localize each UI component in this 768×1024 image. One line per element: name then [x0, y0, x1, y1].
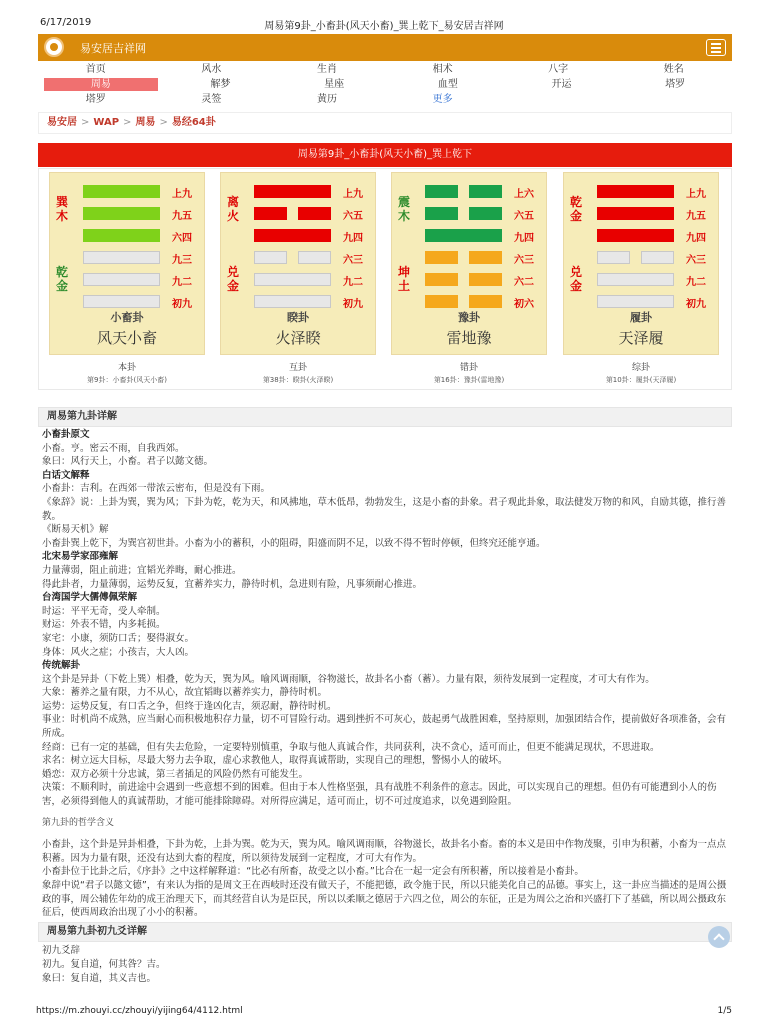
- yin-line-left: [254, 251, 287, 264]
- upper-trigram: 离火: [227, 195, 240, 223]
- content-paragraph: 小畜卦：吉利。在西郊一带浓云密布，但是没有下雨。: [42, 483, 271, 495]
- yao-label: 初九: [172, 299, 192, 310]
- nav-item[interactable]: 生肖: [316, 64, 337, 75]
- content-paragraph: 求名：树立远大目标，尽最大努力去争取，虚心求教他人，取得真诚帮助，实现自己的理想，警惕小人的破坏。: [42, 755, 508, 767]
- content-paragraph: 得此卦者，力量薄弱，运势反复，宜蓄养实力，静待时机，急进则有险，凡事须耐心推进。: [42, 578, 423, 590]
- print-date: 6/17/2019: [40, 17, 92, 28]
- nav-row: [38, 92, 732, 107]
- nav-item[interactable]: 姓名: [663, 64, 684, 75]
- upper-trigram: 巽木: [56, 195, 69, 223]
- content-paragraph: 象曰：风行天上，小畜。君子以懿文德。: [42, 456, 214, 468]
- content-paragraph: 小畜卦位于比卦之后，《序卦》之中这样解释道：“比必有所畜，故受之以小畜。”比合在一起一定会有所积蓄，所以接着是小畜卦。: [42, 866, 584, 878]
- content-paragraph: 象曰：复自道，其义吉也。: [42, 973, 157, 984]
- nav-item[interactable]: 更多: [432, 94, 453, 105]
- yao-label: 六五: [514, 211, 534, 222]
- nav-item[interactable]: 周易: [44, 78, 158, 91]
- hexagram-name: 风天小畜: [96, 329, 157, 347]
- site-topbar: [38, 34, 732, 61]
- yao-label: 九三: [172, 255, 192, 266]
- lower-trigram: 坤土: [398, 265, 411, 293]
- breadcrumb-link[interactable]: 周易: [135, 117, 156, 128]
- content-paragraph: 财运：外表不错，内多耗损。: [42, 619, 166, 631]
- yao-label: 上九: [343, 189, 363, 200]
- card-caption: 综卦: [631, 363, 650, 373]
- lower-trigram: 兑金: [570, 265, 583, 293]
- nav-item[interactable]: 黄历: [316, 94, 337, 105]
- yang-line: [425, 229, 502, 242]
- breadcrumb-separator: >: [159, 117, 168, 128]
- yang-line: [597, 273, 674, 286]
- content-paragraph: 决策：不顺利时，前进途中会遇到一些意想不到的困难。但由于本人性格坚强，具有战胜不利条件的意志。因此，可以实现自己的理想。但仍有可能遭到小人的伤害，必须得到他人的真诚帮助，才能可能排除障碍。对所得应满足，适可而止，切不可过度追求，以免遇到险阻。: [42, 782, 717, 808]
- yao-label: 初九: [343, 299, 363, 310]
- upper-trigram: 乾金: [570, 195, 583, 223]
- yang-line: [597, 229, 674, 242]
- yao-label: 六二: [514, 277, 534, 288]
- yin-line-left: [597, 251, 630, 264]
- yin-line-left: [425, 185, 458, 198]
- breadcrumb-link[interactable]: WAP: [93, 117, 120, 128]
- main-nav: [38, 62, 732, 107]
- yang-line: [83, 185, 160, 198]
- yang-line: [597, 295, 674, 308]
- yang-line: [83, 273, 160, 286]
- content-paragraph: 这个卦是异卦（下乾上巽）相叠，乾为天，巽为风。喻风调雨顺，谷物滋长，故卦名小畜（蓄）。力量有限，须待发展到一定程度，才可大有作为。: [42, 673, 655, 685]
- hexagram-name: 火泽睽: [275, 329, 321, 347]
- yang-line: [597, 185, 674, 198]
- content-paragraph: 家宅：小康，须防口舌；娶得淑女。: [42, 632, 195, 644]
- print-title: 周易第9卦_小畜卦(风天小畜)_巽上乾下_易安居吉祥网: [264, 21, 504, 32]
- yao-label: 初九: [686, 299, 706, 310]
- nav-item[interactable]: 相术: [432, 64, 453, 75]
- card-caption: 错卦: [459, 363, 478, 373]
- yin-line-left: [425, 295, 458, 308]
- content-paragraph: 《断易天机》解: [42, 524, 109, 536]
- card-subcaption[interactable]: 第10卦：履卦(天泽履): [605, 376, 677, 384]
- breadcrumb-separator: >: [123, 117, 132, 128]
- nav-item[interactable]: 血型: [437, 79, 458, 90]
- breadcrumb: [38, 112, 732, 134]
- yao-label: 九五: [686, 211, 706, 222]
- yao-label: 九四: [514, 233, 534, 244]
- content-heading: 北宋易学家邵雍解: [42, 551, 119, 563]
- section-header-detail: 周易第九卦详解: [38, 407, 732, 427]
- hexagram-name: 天泽履: [618, 329, 664, 347]
- site-logo-icon[interactable]: [44, 37, 64, 57]
- yang-line: [254, 295, 331, 308]
- hexagram-short-name: 睽卦: [287, 311, 309, 324]
- content-heading: 白话文解释: [42, 469, 90, 481]
- yin-line-left: [425, 207, 458, 220]
- hexagram-short-name: 小畜卦: [110, 311, 144, 324]
- lower-trigram: 兑金: [227, 265, 240, 293]
- nav-item[interactable]: 八字: [548, 64, 569, 75]
- yao-label: 九四: [686, 233, 706, 244]
- hexagram-card[interactable]: [563, 172, 719, 355]
- hexagram-cards: [38, 168, 732, 390]
- yao-label: 九五: [172, 211, 192, 222]
- yang-line: [83, 295, 160, 308]
- upper-trigram: 震木: [398, 195, 411, 223]
- content-paragraph: 小畜。亨。密云不雨，自我西郊。: [42, 442, 185, 454]
- content-paragraph: 《象辞》说：上卦为巽，巽为风；下卦为乾，乾为天，和风拂地，草木低昂，勃勃发生，这是小畜的卦象。君子观此卦象，取法健发万物的和风，自励其德，推行善教。: [42, 496, 727, 522]
- yin-line-right: [469, 273, 502, 286]
- nav-item[interactable]: 灵签: [201, 94, 222, 105]
- yin-line-right: [298, 207, 331, 220]
- content-paragraph: 力量薄弱，阻止前进；宜韬光养晦，耐心推进。: [42, 564, 242, 576]
- yin-line-right: [469, 295, 502, 308]
- breadcrumb-link[interactable]: 易经64卦: [171, 117, 216, 128]
- yang-line: [83, 207, 160, 220]
- content-paragraph: 大象：蓄养之量有限，力不从心，故宜韬晦以蓄养实力，静待时机。: [42, 687, 328, 699]
- content-paragraph: 事业：时机尚不成熟，应当耐心而积极地积存力量，切不可冒险行动。遇到挫折不可灰心，鼓起勇气战胜困难，坚持原则，加强团结合作，提前做好各项准备，会有所成。: [42, 714, 727, 740]
- yao-label: 初六: [514, 299, 534, 310]
- yao-label: 六三: [686, 255, 706, 266]
- yin-line-left: [425, 273, 458, 286]
- yao-label: 上九: [686, 189, 706, 200]
- nav-item[interactable]: 塔罗: [665, 79, 686, 90]
- yang-line: [83, 229, 160, 242]
- yao-label: 九四: [343, 233, 363, 244]
- content-heading: 传统解卦: [42, 660, 81, 672]
- content-paragraph: 小畜卦，这个卦是异卦相叠，下卦为乾，上卦为巽。乾为天，巽为风。喻风调雨顺，谷物滋长，故卦名小畜。畜的本义是田中作物茂聚，引申为积蓄，小畜为一点点积蓄。因为力量有限，还没有达到大畜的程度，所以须待发展到一定程度，才可大有作为。: [42, 839, 727, 864]
- card-caption: 本卦: [117, 363, 136, 373]
- nav-row: [38, 77, 732, 92]
- content-spacer: [42, 830, 728, 838]
- yang-line: [254, 229, 331, 242]
- nav-row: [38, 62, 732, 77]
- yin-line-right: [641, 251, 674, 264]
- card-subcaption[interactable]: 第16卦：豫卦(雷地豫): [433, 376, 505, 384]
- print-url: https://m.zhouyi.cc/zhouyi/yijing64/4112.html: [36, 1006, 243, 1016]
- yao-label: 九二: [172, 277, 192, 288]
- card-subcaption[interactable]: 第9卦：小畜卦(风天小畜): [87, 376, 167, 384]
- yao-label: 九二: [343, 277, 363, 288]
- content-heading: 台湾国学大儒傅佩荣解: [42, 592, 138, 604]
- nav-item[interactable]: 首页: [85, 64, 106, 75]
- yao-label: 上九: [172, 189, 192, 200]
- yin-line-right: [469, 251, 502, 264]
- section-header-line1: 周易第九卦初九爻详解: [38, 922, 732, 942]
- yang-line: [597, 207, 674, 220]
- yin-line-right: [298, 251, 331, 264]
- yin-line-right: [469, 185, 502, 198]
- hexagram-card[interactable]: [49, 172, 205, 355]
- nav-item[interactable]: 星座: [324, 79, 345, 90]
- yao-label: 六五: [343, 211, 363, 222]
- content-paragraph: 运势：运势反复，有口舌之争，但终于逢凶化吉，须忍耐，静待时机。: [42, 700, 337, 712]
- menu-icon[interactable]: [706, 39, 726, 56]
- content-subheading: 第九卦的哲学含义: [42, 817, 115, 828]
- content-heading: 初九爻辞: [42, 945, 81, 956]
- site-name[interactable]: 易安居吉祥网: [80, 42, 146, 55]
- nav-item[interactable]: 风水: [201, 64, 222, 75]
- yao-label: 上六: [514, 189, 534, 200]
- yao-label: 六四: [172, 233, 192, 244]
- hexagram-short-name: 豫卦: [458, 311, 480, 324]
- hexagram-card[interactable]: [391, 172, 547, 355]
- yang-line: [254, 185, 331, 198]
- nav-item[interactable]: 塔罗: [85, 94, 106, 105]
- print-header: [0, 0, 768, 32]
- yin-line-left: [254, 207, 287, 220]
- yao-label: 六三: [343, 255, 363, 266]
- hexagram-short-name: 履卦: [630, 311, 652, 324]
- card-subcaption[interactable]: 第38卦：睽卦(火泽睽): [262, 376, 334, 384]
- breadcrumb-separator: >: [81, 117, 90, 128]
- back-to-top-icon[interactable]: [708, 926, 730, 948]
- yang-line: [83, 251, 160, 264]
- yin-line-left: [425, 251, 458, 264]
- content-paragraph: 婚恋：双方必须十分忠诚，第三者插足的风险仍然有可能发生。: [42, 768, 309, 780]
- content-heading: 小畜卦原文: [42, 429, 90, 440]
- lower-trigram: 乾金: [56, 265, 69, 293]
- page-banner: 周易第9卦_小畜卦(风天小畜)_巽上乾下: [38, 143, 732, 167]
- content-spacer: [42, 809, 728, 817]
- nav-item[interactable]: 开运: [551, 79, 572, 90]
- yin-line-right: [469, 207, 502, 220]
- print-page: 1/5: [717, 1006, 732, 1016]
- content-paragraph: 身体：风火之症；小孩吉，大人凶。: [42, 646, 195, 658]
- content-paragraph: 象辞中说“君子以懿文德”，有来认为指的是周文王在西岐时还没有做天子，不能把德，政令施于民，所以只能美化自己的品德。事实上，这一卦应当描述的是周公摄政的事，周公辅佐年幼的成王治理天下，而其经营自认为是臣民，所以以柔顺之德居于六四之位，周公的东征，正是为周公之治和兴盛打下了基础，所以周公摄政东征后，使西周政治出现了小小的积蓄。: [42, 880, 727, 919]
- nav-item: [500, 92, 616, 107]
- content-paragraph: 初九。复自道，何其咎？吉。: [42, 959, 166, 970]
- print-footer: [0, 1004, 768, 1024]
- line1-content: [38, 944, 732, 986]
- yao-label: 九二: [686, 277, 706, 288]
- nav-item[interactable]: 解梦: [210, 79, 231, 90]
- detail-content: [38, 428, 732, 920]
- breadcrumb-link[interactable]: 易安居: [47, 117, 77, 128]
- content-paragraph: 时运：平平无奇，受人牵制。: [42, 605, 166, 617]
- content-paragraph: 经商：已有一定的基础，但有失去危险，一定要特别慎重，争取与他人真诚合作，共同获利，决不贪心，适可而止，但更不能满足现状，不思进取。: [42, 741, 660, 753]
- yao-label: 六三: [514, 255, 534, 266]
- nav-item: [616, 92, 732, 107]
- card-caption: 互卦: [288, 363, 307, 373]
- hexagram-name: 雷地豫: [446, 329, 492, 347]
- yang-line: [254, 273, 331, 286]
- content-paragraph: 小畜卦巽上乾下，为巽宫初世卦。小畜为小的蓄积，小的阻碍，阳盛而阴不足，以致不得不暂时停顿，但终究还能亨通。: [42, 537, 546, 549]
- hexagram-card[interactable]: [220, 172, 376, 355]
